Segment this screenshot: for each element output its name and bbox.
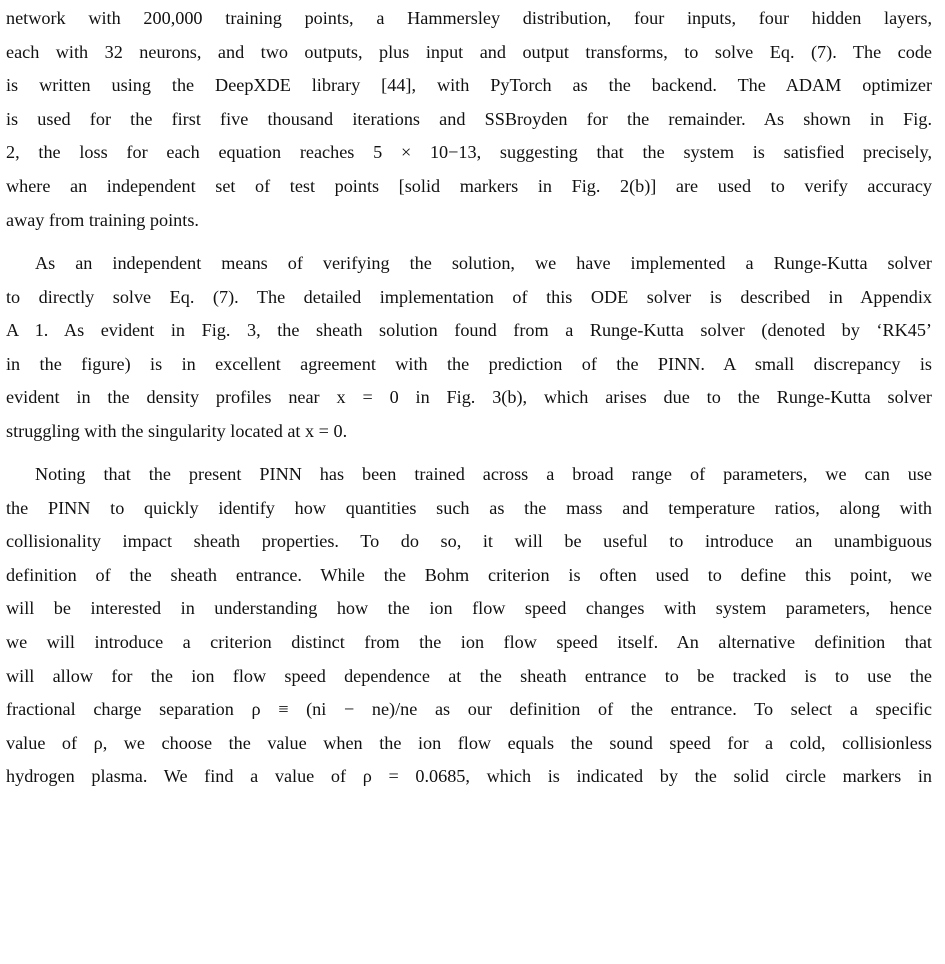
text-line: will be interested in understanding how the ion flow speed changes with system parameters, hence: [6, 598, 932, 619]
text-line: 2, the loss for each equation reaches 5 × 10−13, suggesting that the system is satisfied precisely,: [6, 142, 932, 163]
text-line: Noting that the present PINN has been trained across a broad range of parameters, we can use: [35, 464, 932, 484]
text-line: each with 32 neurons, and two outputs, plus input and output transforms, to solve Eq. (7). The code: [6, 41, 932, 62]
text-line: network with 200,000 training points, a Hammersley distribution, four inputs, four hidden layers,: [6, 8, 932, 28]
text-line: is used for the first five thousand iterations and SSBroyden for the remainder. As shown in Fig.: [6, 108, 932, 129]
text-line: will allow for the ion flow speed dependence at the sheath entrance to be tracked is to use the: [6, 665, 932, 686]
text-line: the PINN to quickly identify how quantities such as the mass and temperature ratios, along with: [6, 497, 932, 518]
text-line: to directly solve Eq. (7). The detailed implementation of this ODE solver is described in Appendix: [6, 286, 932, 307]
paragraph-1: [6, 2, 932, 237]
text-line: is written using the DeepXDE library [44], with PyTorch as the backend. The ADAM optimizer: [6, 75, 932, 96]
text-line: A 1. As evident in Fig. 3, the sheath solution found from a Runge-Kutta solver (denoted by ‘RK45’: [6, 320, 932, 341]
text-line: hydrogen plasma. We find a value of ρ = 0.0685, which is indicated by the solid circle markers in: [6, 766, 932, 787]
text-line: evident in the density profiles near x = 0 in Fig. 3(b), which arises due to the Runge-Kutta solver: [6, 387, 932, 408]
text-line: struggling with the singularity located at x = 0.: [6, 420, 348, 441]
text-line: where an independent set of test points [solid markers in Fig. 2(b)] are used to verify accuracy: [6, 175, 932, 196]
text-line: value of ρ, we choose the value when the ion flow equals the sound speed for a cold, collisionless: [6, 732, 932, 753]
paragraph-2: [6, 247, 932, 449]
text-line: collisionality impact sheath properties. To do so, it will be useful to introduce an unambiguous: [6, 531, 932, 552]
text-line: definition of the sheath entrance. While the Bohm criterion is often used to define this point, we: [6, 564, 932, 585]
text-line: As an independent means of verifying the solution, we have implemented a Runge-Kutta solver: [35, 253, 932, 273]
text-line: away from training points.: [6, 209, 199, 230]
text-line: in the figure) is in excellent agreement with the prediction of the PINN. A small discrepancy is: [6, 353, 932, 374]
text-line: we will introduce a criterion distinct from the ion flow speed itself. An alternative definition that: [6, 631, 932, 652]
text-line: fractional charge separation ρ ≡ (ni − ne)/ne as our definition of the entrance. To select a specific: [6, 699, 932, 720]
paragraph-3: [6, 458, 932, 794]
